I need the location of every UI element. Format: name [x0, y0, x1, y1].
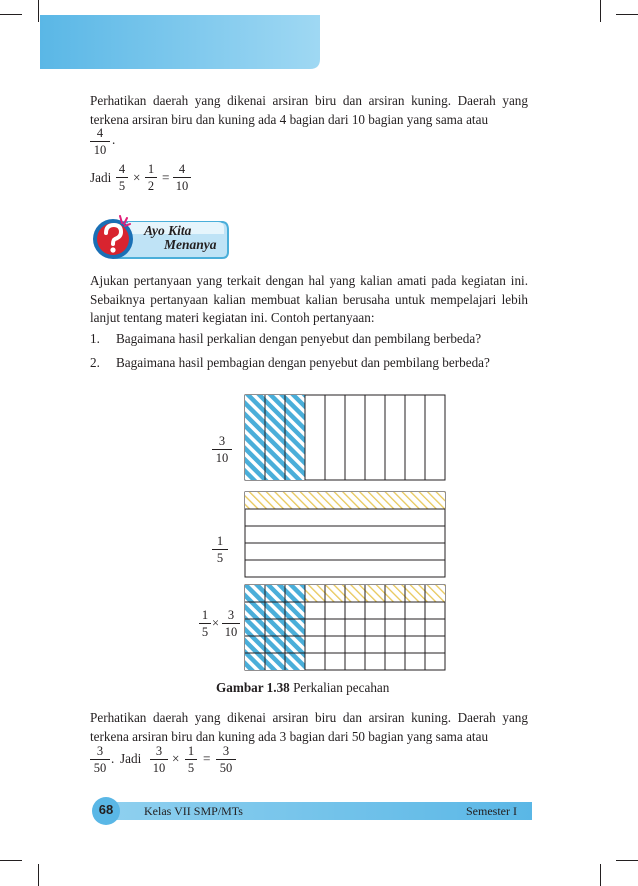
- period-2: .: [111, 751, 115, 766]
- fraction-3-50-result: 3 50: [216, 744, 236, 775]
- equals-sign-2: =: [203, 751, 211, 766]
- fraction-3-50: 3 50: [90, 744, 110, 775]
- footer-right-text: Semester I: [466, 804, 517, 818]
- ayo-kita-menanya-badge: [90, 208, 230, 262]
- figure-label-3-10-b: 3 10: [222, 608, 240, 639]
- badge-line-1: Ayo Kita: [144, 223, 192, 238]
- fraction-4-5: 4 5: [116, 162, 128, 193]
- paragraph-2: Ajukan pertanyaan yang terkait dengan hal yang kalian amati pada kegiatan ini. Sebaiknya pertanyaan kalian membuat kalian berusaha untuk mempelajari lebih lanjut tentang materi kegiatan ini. Contoh pertanyaan:: [90, 273, 528, 325]
- crop-mark: [600, 864, 601, 886]
- header-band: [40, 15, 320, 70]
- crop-mark: [600, 0, 601, 22]
- fraction-3-10: 3 10: [150, 744, 168, 775]
- fraction-figure: [240, 390, 450, 680]
- figure-times-sign: ×: [212, 616, 220, 630]
- figure-label-3-10: 3 10: [212, 434, 232, 465]
- crop-mark: [0, 14, 22, 15]
- question-2: Bagaimana hasil pembagian dengan penyebut dan pembilang berbeda?: [116, 355, 490, 370]
- footer-left-text: Kelas VII SMP/MTs: [144, 804, 243, 818]
- times-sign-2: ×: [172, 751, 180, 766]
- crop-mark: [616, 14, 638, 15]
- fraction-4-10: 4 10: [90, 126, 110, 157]
- fraction-1-5: 1 5: [185, 744, 197, 775]
- equals-sign: =: [162, 170, 170, 185]
- figure-label-1-5-b: 1 5: [199, 608, 211, 639]
- figure-label-1-5: 1 5: [212, 534, 228, 565]
- fraction-1-2: 1 2: [145, 162, 157, 193]
- question-1: Bagaimana hasil perkalian dengan penyebut dan pembilang berbeda?: [116, 331, 482, 346]
- figure-caption: Gambar 1.38 Perkalian pecahan: [216, 680, 390, 695]
- question-1-number: 1.: [90, 331, 100, 346]
- page-number: 68: [98, 802, 114, 817]
- grid-product: [245, 585, 445, 670]
- grid-1-5: [245, 492, 445, 577]
- jadi-label: Jadi: [90, 170, 112, 185]
- times-sign: ×: [133, 170, 141, 185]
- crop-mark: [38, 864, 39, 886]
- grid-3-10: [245, 395, 445, 480]
- question-2-number: 2.: [90, 355, 100, 370]
- crop-mark: [38, 0, 39, 22]
- paragraph-3: Perhatikan daerah yang dikenai arsiran biru dan arsiran kuning. Daerah yang terkena arsiran biru dan kuning ada 3 bagian dari 50 bagian yang sama atau: [90, 710, 528, 744]
- question-mark-icon: [90, 212, 136, 262]
- badge-line-2: Menanya: [164, 237, 217, 252]
- fraction-4-10-result: 4 10: [173, 162, 191, 193]
- crop-mark: [616, 860, 638, 861]
- crop-mark: [0, 860, 22, 861]
- period: .: [112, 132, 116, 147]
- jadi-label-2: Jadi: [120, 751, 142, 766]
- paragraph-1: Perhatikan daerah yang dikenai arsiran biru dan arsiran kuning. Daerah yang terkena arsiran biru dan kuning ada 4 bagian dari 10 bagian yang sama atau: [90, 93, 528, 127]
